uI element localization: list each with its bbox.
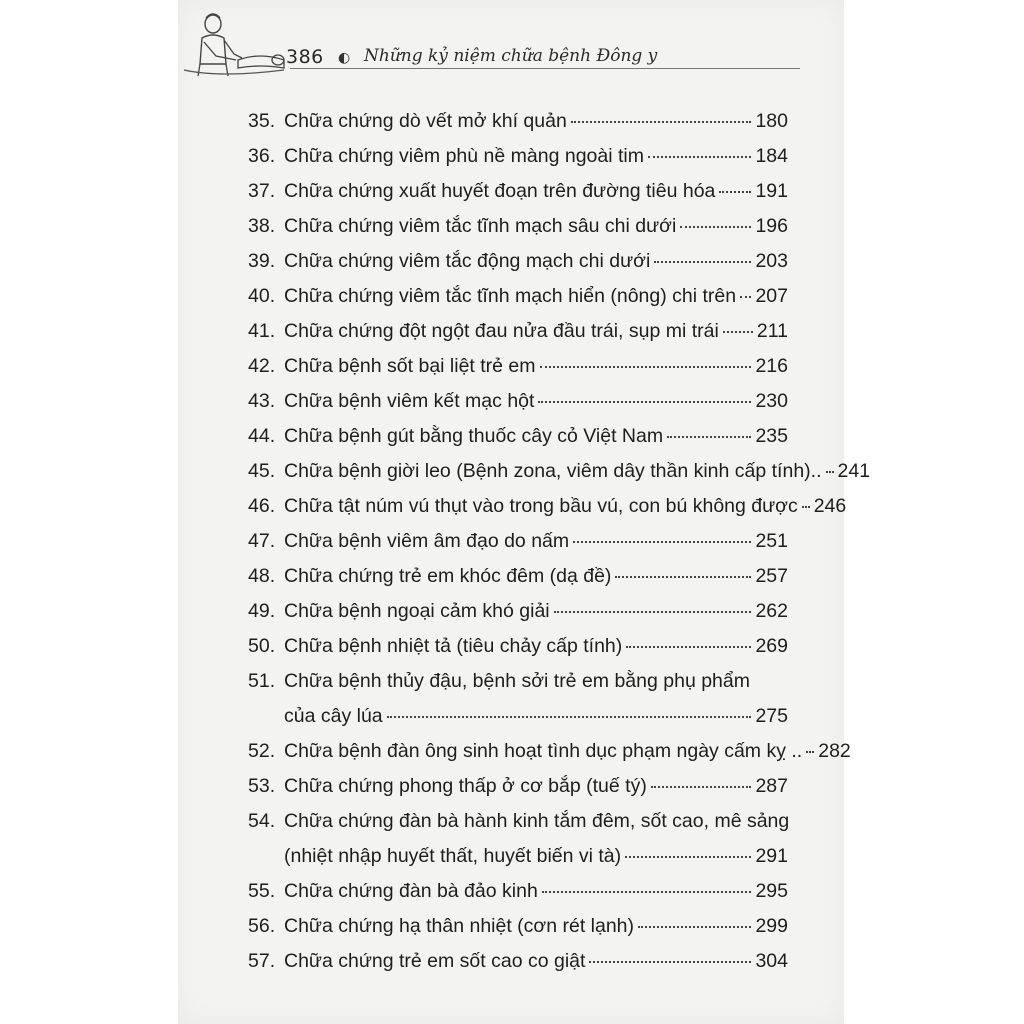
entry-line [284,629,788,664]
entry-number: 39. [248,250,276,272]
toc-entry [248,104,788,139]
toc-entry [248,769,788,804]
entry-body [284,874,788,909]
entry-body [284,174,788,209]
entry-page-number: 275 [755,705,788,727]
entry-number: 42. [248,355,276,377]
entry-number: 40. [248,285,276,307]
dot-leader [573,540,751,543]
table-of-contents [248,104,871,979]
toc-entry [248,874,788,909]
entry-title: Chữa bệnh giời leo (Bệnh zona, viêm dây thần kinh cấp tính).. [284,460,822,482]
entry-page-number: 230 [755,390,788,412]
entry-body [284,769,788,804]
entry-line [284,804,788,839]
entry-title: Chữa chứng viêm tắc động mạch chi dưới [284,250,651,272]
entry-page-number: 203 [755,250,788,272]
toc-entry [248,559,788,594]
entry-title: Chữa bệnh nhiệt tả (tiêu chảy cấp tính) [284,635,623,657]
entry-title: Chữa chứng đột ngột đau nửa đầu trái, sụp mi trái [284,320,719,342]
dot-leader [806,750,814,753]
entry-body [284,594,788,629]
entry-title: Chữa chứng viêm tắc tĩnh mạch hiển (nông) chi trên [284,285,737,307]
dot-leader [651,785,752,788]
entry-page-number: 257 [755,565,788,587]
entry-title: Chữa chứng trẻ em khóc đêm (dạ đề) [284,565,612,587]
toc-entry [248,419,788,454]
entry-line [284,104,788,139]
toc-entry [248,909,788,944]
toc-entry [248,174,788,209]
entry-line [284,874,788,909]
toc-entry [248,664,788,734]
dot-leader [571,120,752,123]
entry-number: 45. [248,460,276,482]
entry-page-number: 304 [755,950,788,972]
entry-body [284,489,847,524]
entry-title: Chữa bệnh gút bằng thuốc cây cỏ Việt Nam [284,425,664,447]
dot-leader [667,435,751,438]
entry-page-number: 299 [755,915,788,937]
dot-leader [648,155,751,158]
entry-number: 48. [248,565,276,587]
dot-leader [826,470,834,473]
entry-page-number: 191 [755,180,788,202]
entry-title: Chữa bệnh thủy đậu, bệnh sởi trẻ em bằng phụ phẩm [284,670,750,692]
toc-entry [248,594,788,629]
entry-page-number: 184 [755,145,788,167]
physician-illustration-icon [180,4,290,84]
entry-number: 49. [248,600,276,622]
entry-body [284,349,788,384]
dot-leader [387,715,752,718]
entry-title: Chữa chứng dò vết mở khí quản [284,110,567,132]
dot-leader [680,225,751,228]
dot-leader [615,575,751,578]
entry-number: 56. [248,915,276,937]
toc-entry [248,454,871,489]
entry-title: Chữa chứng xuất huyết đoạn trên đường tiêu hóa [284,180,716,202]
entry-page-number: 235 [755,425,788,447]
entry-page-number: 282 [818,740,851,762]
dot-leader [723,330,753,333]
dot-leader [740,295,751,298]
entry-page-number: 287 [755,775,788,797]
dot-leader [538,400,751,403]
entry-line [284,209,788,244]
entry-number: 47. [248,530,276,552]
entry-number: 55. [248,880,276,902]
entry-line [284,769,788,804]
entry-line [284,839,788,874]
entry-line [284,279,788,314]
entry-body [284,804,788,874]
dot-leader [542,890,752,893]
book-page [178,0,871,1024]
toc-entry [248,944,788,979]
entry-body [284,664,788,734]
toc-entry [248,139,788,174]
entry-body [284,244,788,279]
entry-line [284,244,788,279]
dot-leader [554,610,752,613]
entry-line [284,349,788,384]
toc-entry [248,629,788,664]
entry-number: 36. [248,145,276,167]
header-rule [290,68,800,69]
toc-entry [248,489,847,524]
toc-entry [248,349,788,384]
entry-title: Chữa bệnh viêm âm đạo do nấm [284,530,570,552]
dot-leader [654,260,751,263]
entry-title: Chữa chứng đàn bà hành kinh tắm đêm, sốt cao, mê sảng [284,810,790,832]
dot-leader [540,365,752,368]
entry-title: Chữa bệnh đàn ông sinh hoạt tình dục phạm ngày cấm kỵ .. [284,740,803,762]
dot-leader [719,190,751,193]
entry-line [284,384,788,419]
entry-line [284,419,788,454]
entry-page-number: 207 [755,285,788,307]
ornament-icon: ◐ [338,50,351,66]
entry-body [284,209,788,244]
toc-entry [248,279,788,314]
entry-title: Chữa chứng viêm tắc tĩnh mạch sâu chi dưới [284,215,677,237]
entry-page-number: 211 [756,320,788,342]
entry-page-number: 295 [755,880,788,902]
dot-leader [638,925,751,928]
entry-number: 44. [248,425,276,447]
dot-leader [625,855,751,858]
entry-body [284,104,788,139]
entry-number: 54. [248,810,276,832]
entry-page-number: 241 [837,460,871,482]
entry-body [284,944,788,979]
entry-title: Chữa bệnh sốt bại liệt trẻ em [284,355,536,377]
entry-page-number: 180 [755,110,788,132]
toc-entry [248,734,851,769]
entry-line [284,734,851,769]
entry-body [284,279,788,314]
entry-number: 41. [248,320,276,342]
entry-page-number: 262 [755,600,788,622]
entry-page-number: 291 [755,845,788,867]
page-number: 386 [286,46,324,68]
entry-line [284,559,788,594]
entry-body [284,559,788,594]
entry-body [284,314,788,349]
dot-leader [626,645,751,648]
toc-entry [248,804,788,874]
entry-number: 46. [248,495,276,517]
entry-line [284,139,788,174]
entry-number: 43. [248,390,276,412]
dot-leader [802,505,810,508]
entry-title: của cây lúa [284,705,383,727]
entry-title: Chữa bệnh ngoại cảm khó giải [284,600,550,622]
entry-line [284,454,871,489]
toc-entry [248,314,788,349]
entry-number: 53. [248,775,276,797]
entry-line [284,524,788,559]
entry-number: 50. [248,635,276,657]
entry-line [284,594,788,629]
entry-title: Chữa chứng đàn bà đảo kinh [284,880,538,902]
entry-line [284,909,788,944]
entry-line [284,944,788,979]
entry-title: Chữa bệnh viêm kết mạc hột [284,390,535,412]
toc-entry [248,209,788,244]
entry-title: Chữa tật núm vú thụt vào trong bầu vú, con bú không được [284,495,798,517]
entry-body [284,734,851,769]
page-header [178,0,844,96]
entry-number: 52. [248,740,276,762]
entry-number: 37. [248,180,276,202]
entry-body [284,384,788,419]
entry-body [284,524,788,559]
entry-line [284,699,788,734]
entry-page-number: 251 [755,530,788,552]
entry-body [284,454,871,489]
entry-body [284,629,788,664]
entry-body [284,909,788,944]
entry-title: Chữa chứng trẻ em sốt cao co giật [284,950,586,972]
entry-number: 35. [248,110,276,132]
toc-entry [248,244,788,279]
entry-title: Chữa chứng viêm phù nề màng ngoài tim [284,145,644,167]
entry-page-number: 216 [755,355,788,377]
entry-number: 57. [248,950,276,972]
entry-page-number: 246 [813,495,847,517]
entry-number: 51. [248,670,276,692]
entry-number: 38. [248,215,276,237]
entry-title: Chữa chứng hạ thân nhiệt (cơn rét lạnh) [284,915,635,937]
entry-body [284,139,788,174]
running-title: Những kỷ niệm chữa bệnh Đông y [364,46,658,66]
entry-line [284,664,788,699]
dot-leader [589,960,751,963]
entry-title: Chữa chứng phong thấp ở cơ bắp (tuế tý) [284,775,647,797]
entry-line [284,174,788,209]
entry-line [284,489,847,524]
entry-line [284,314,788,349]
entry-title: (nhiệt nhập huyết thất, huyết biến vi tà) [284,845,622,867]
entry-body [284,419,788,454]
toc-entry [248,524,788,559]
toc-entry [248,384,788,419]
entry-page-number: 196 [755,215,788,237]
entry-page-number: 269 [755,635,788,657]
